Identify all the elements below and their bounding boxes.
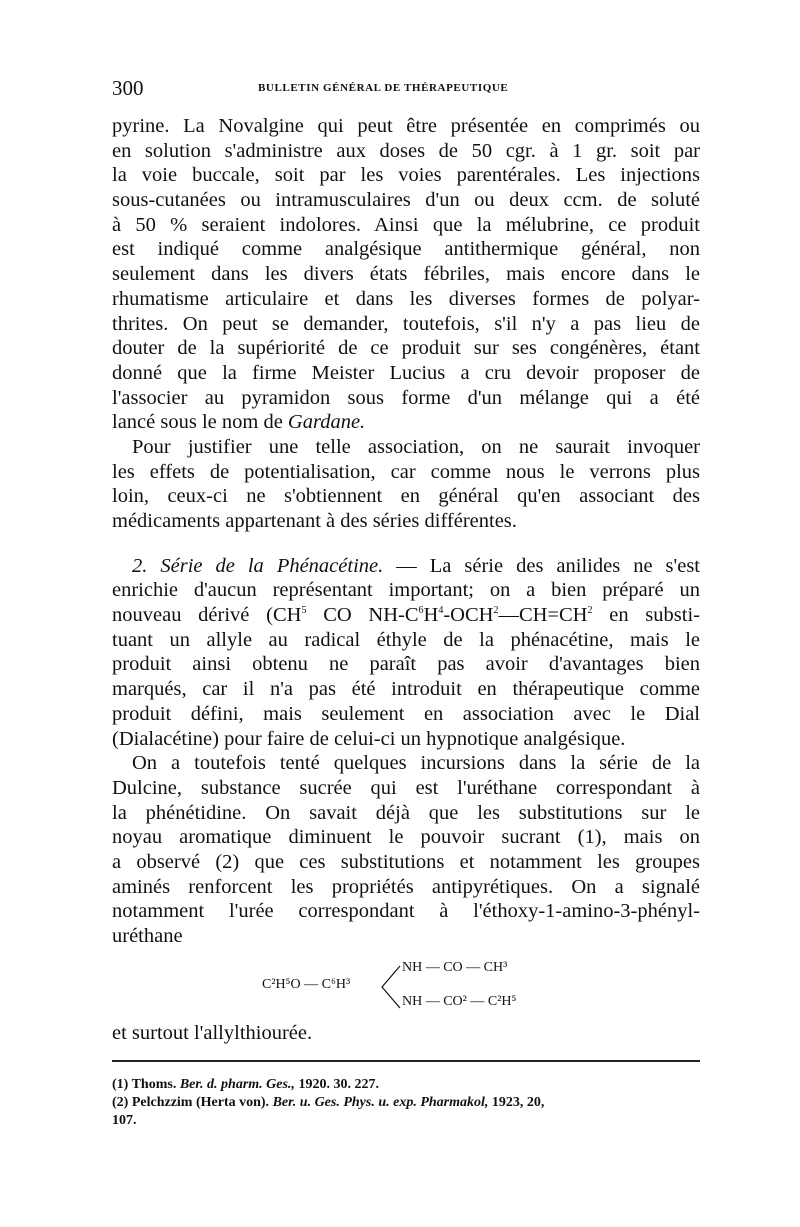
text-fragment: —CH=CH <box>498 604 588 627</box>
text-line: en solution s'administre aux doses de 50 cgr. à 1 gr. soit par <box>112 139 700 162</box>
formula-bottom-branch: NH — CO² — C²H⁵ <box>402 994 517 1009</box>
text-fragment: lancé sous le nom de <box>112 411 288 434</box>
text-line: a observé (2) que ces substitutions et notamment les groupes <box>112 850 700 873</box>
footnotes <box>112 1076 700 1130</box>
text-line: noyau aromatique diminuent le pouvoir sucrant (1), mais on <box>112 826 700 849</box>
text-line: loin, ceux-ci ne s'obtiennent en général qu'en associant des <box>112 485 700 508</box>
text-line: enrichie d'aucun représentant important; on a bien préparé un <box>112 579 700 602</box>
text-line: est indiqué comme analgésique antithermique général, non <box>112 238 700 261</box>
text-line: l'associer au pyramidon sous forme d'un mélange qui a été <box>112 386 700 409</box>
text-line: thrites. On peut se demander, toutefois, s'il n'y a pas lieu de <box>112 312 700 335</box>
text-fragment: — La série des anilides ne s'est <box>383 554 700 577</box>
text-line: pyrine. La Novalgine qui peut être présentée en comprimés ou <box>112 115 700 137</box>
text-line: donné que la firme Meister Lucius a cru devoir proposer de <box>112 361 700 384</box>
running-title: BULLETIN GÉNÉRAL DE THÉRAPEUTIQUE <box>258 82 509 94</box>
text-fragment: H <box>423 604 439 627</box>
text-line: la phénétidine. On savait déjà que les substitutions sur le <box>112 801 700 824</box>
text-line: médicaments appartenant à des séries différentes. <box>112 510 517 532</box>
text-line: uréthane <box>112 925 183 947</box>
section-title: 2. Série de la Phénacétine. <box>132 554 384 577</box>
text-line: douter de la supériorité de ce produit sur ses congénères, étant <box>112 337 700 360</box>
section-heading-line <box>112 554 700 579</box>
text-fragment: -OCH <box>443 604 494 627</box>
text-line: Dulcine, substance sucrée qui est l'uréthane correspondant à <box>112 776 700 799</box>
footnote-journal: Ber. d. pharm. Ges., <box>179 1077 295 1092</box>
text-line: Pour justifier une telle association, on ne saurait invoquer <box>132 435 700 458</box>
text-line: sous-cutanées ou intramusculaires d'un ou deux ccm. de soluté <box>112 189 700 212</box>
formula-branch-icon <box>380 964 402 1015</box>
footnote-author: Pelchzzim (Herta von). <box>131 1095 270 1110</box>
footnote-journal: Ber. u. Ges. Phys. u. exp. Pharmakol, <box>272 1095 489 1110</box>
formula-left: C²H⁵O — C⁶H³ <box>262 977 351 992</box>
text-line: marqués, car il n'a pas été introduit en thérapeutique comme <box>112 678 700 701</box>
text-line: produit défini, mais seulement en association avec le Dial <box>112 702 700 725</box>
footnote-2 <box>112 1094 700 1112</box>
footnote-author: Thoms. <box>131 1077 177 1092</box>
footnote-number: (2) <box>112 1095 129 1110</box>
text-line: à 50 % seraient indolores. Ainsi que la mélubrine, ce produit <box>112 213 700 236</box>
page-number: 300 <box>112 76 144 100</box>
text-line: notamment l'urée correspondant à l'éthoxy-1-amino-3-phényl- <box>112 900 700 923</box>
closing-line: et surtout l'allylthiourée. <box>112 1022 313 1044</box>
text-line: tuant un allyle au radical éthyle de la phénacétine, mais le <box>112 628 700 651</box>
text-line <box>112 410 700 435</box>
text-line-formula: nouveau dérivé ($CH^5$ CO $NH-C^6H^4-OCH^2—CH=CH^2$ en substi- <box>112 604 700 627</box>
text-fragment: nouveau dérivé (CH <box>112 604 302 627</box>
text-line: rhumatisme articulaire et dans les diverses formes de polyar- <box>112 287 700 310</box>
text-line: produit ainsi obtenu ne paraît pas avoir d'avantages bien <box>112 653 700 676</box>
footnote-1 <box>112 1076 700 1094</box>
page-header <box>112 76 712 100</box>
footnote-ref: 1923, 20, <box>491 1095 545 1110</box>
text-line: les effets de potentialisation, car comme nous le verrons plus <box>112 460 700 483</box>
text-fragment: CO NH-C <box>306 604 419 627</box>
text-fragment: en substi- <box>592 604 700 627</box>
formula-top-branch: NH — CO — CH³ <box>402 960 508 975</box>
chemical-formula <box>262 960 562 1014</box>
body-text <box>112 114 700 949</box>
paragraph-gap <box>112 534 700 554</box>
product-name-gardane: Gardane. <box>287 411 366 434</box>
text-line: (Dialacétine) pour faire de celui-ci un hypnotique analgésique. <box>112 727 626 750</box>
text-line: On a toutefois tenté quelques incursions dans la série de la <box>132 752 700 775</box>
text-line: seulement dans les divers états fébriles, mais encore dans le <box>112 263 700 286</box>
footnote-divider <box>112 1060 700 1062</box>
footnote-ref: 1920. 30. 227. <box>298 1077 379 1092</box>
footnote-number: (1) <box>112 1077 129 1092</box>
text-line: la voie buccale, soit par les voies parentérales. Les injections <box>112 164 700 187</box>
footnote-2-continued: 107. <box>112 1113 137 1128</box>
text-line: aminés renforcent les propriétés antipyrétiques. On a signalé <box>112 875 700 898</box>
